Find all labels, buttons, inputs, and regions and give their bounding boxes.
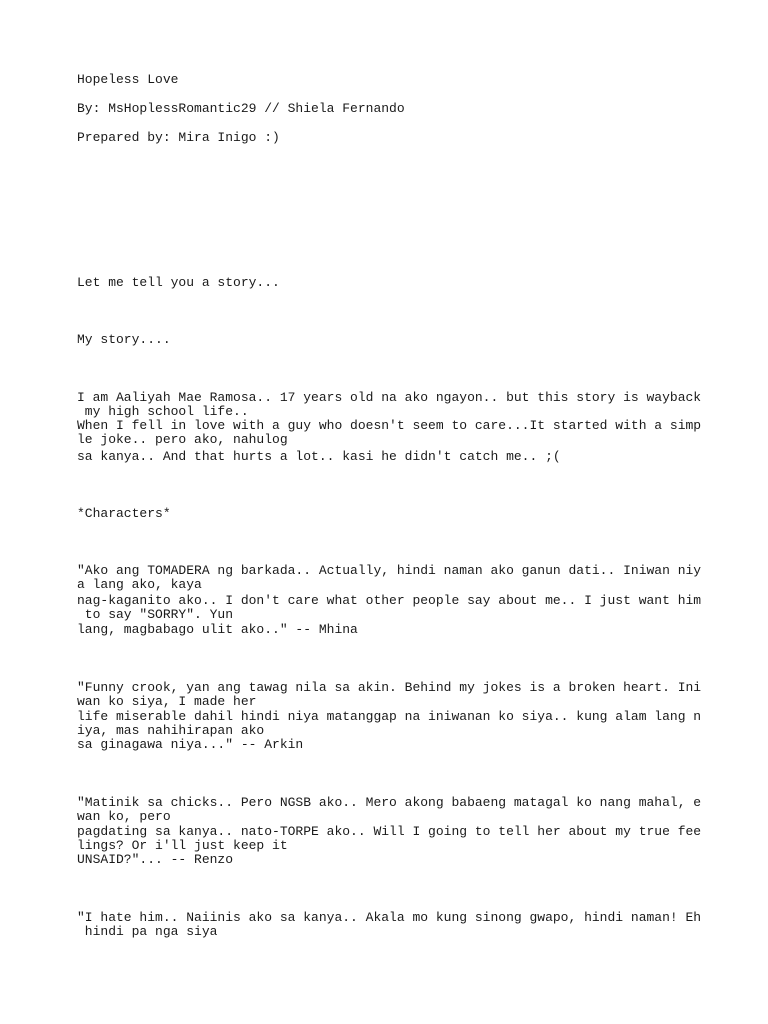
text-line: iya, mas nahihirapan ako [77,723,265,738]
prepared-by-line: Prepared by: Mira Inigo :) [77,130,280,145]
text-line: hindi pa nga siya [77,924,218,939]
text-line: lings? Or i'll just keep it [77,838,288,853]
text-line: nag-kaganito ako.. I don't care what other people say about me.. I just want him [77,593,702,608]
text-line: to say "SORRY". Yun [77,607,234,622]
text-line: "Ako ang TOMADERA ng barkada.. Actually, hindi naman ako ganun dati.. Iniwan niy [77,563,702,578]
text-line: my high school life.. [77,404,249,419]
text-line: I am Aaliyah Mae Ramosa.. 17 years old na ako ngayon.. but this story is wayback [77,390,702,405]
text-line: sa kanya.. And that hurts a lot.. kasi he didn't catch me.. ;( [77,449,561,464]
text-line: sa ginagawa niya..." -- Arkin [77,737,304,752]
text-line: "Matinik sa chicks.. Pero NGSB ako.. Mero akong babaeng matagal ko nang mahal, e [77,795,702,810]
intro-line: My story.... [77,332,171,347]
text-line: "Funny crook, yan ang tawag nila sa akin. Behind my jokes is a broken heart. Ini [77,680,702,695]
author-byline: By: MsHoplessRomantic29 // Shiela Fernando [77,101,405,116]
intro-line: Let me tell you a story... [77,275,280,290]
text-line: UNSAID?"... -- Renzo [77,852,234,867]
characters-heading: *Characters* [77,506,171,521]
text-line: life miserable dahil hindi niya matanggap na iniwanan ko siya.. kung alam lang n [77,709,702,724]
story-title: Hopeless Love [77,72,179,87]
text-line: wan ko siya, I made her [77,694,257,709]
text-line: "I hate him.. Naiinis ako sa kanya.. Akala mo kung sinong gwapo, hindi naman! Eh [77,910,702,925]
text-line: When I fell in love with a guy who doesn't seem to care...It started with a simp [77,418,702,433]
text-line: lang, magbabago ulit ako.." -- Mhina [77,622,358,637]
text-line: le joke.. pero ako, nahulog [77,432,288,447]
text-line: pagdating sa kanya.. nato-TORPE ako.. Will I going to tell her about my true fee [77,824,702,839]
text-line: a lang ako, kaya [77,577,202,592]
text-line: wan ko, pero [77,809,171,824]
